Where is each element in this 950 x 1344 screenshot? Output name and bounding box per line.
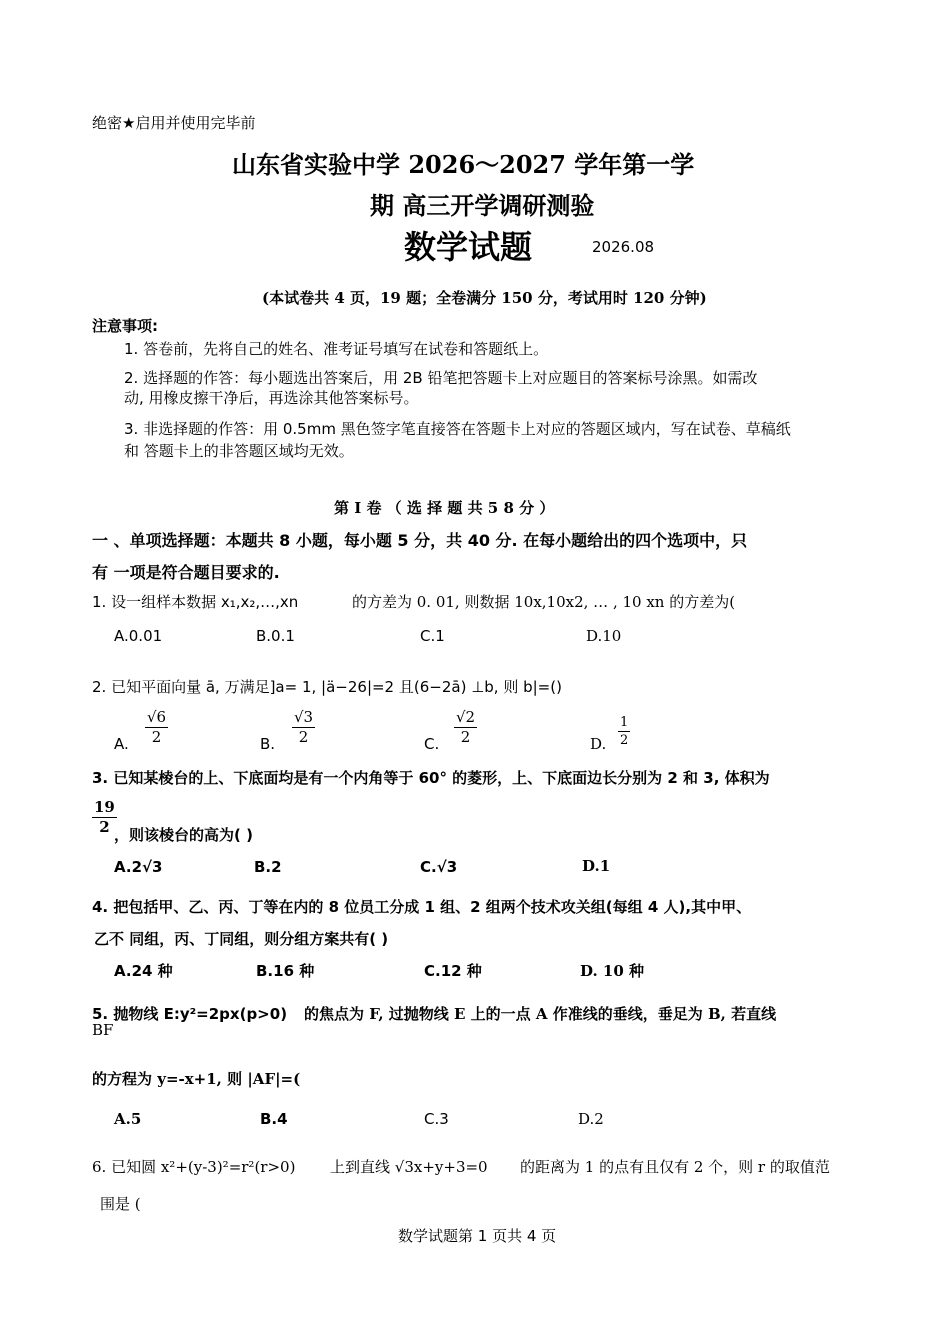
q3-option-d: D.1 bbox=[582, 857, 611, 875]
q1-option-c: C.1 bbox=[420, 627, 445, 645]
q3-option-a: A.2√3 bbox=[114, 858, 163, 876]
q6-stem-end: 的距离为 1 的点有且仅有 2 个，则 r 的取值范 bbox=[520, 1158, 830, 1176]
q2-option-b-fraction bbox=[292, 710, 315, 745]
exam-info: (本试卷共 4 页，19 题；全卷满分 150 分，考试用时 120 分钟) bbox=[262, 289, 707, 307]
q2-option-b-label: B. bbox=[260, 735, 276, 753]
q5-option-b: B.4 bbox=[260, 1110, 288, 1128]
q6-stem-start: 6. 已知圆 x²+(y-3)²=r²(r>0) bbox=[92, 1158, 296, 1176]
q5-stem-middle: 的焦点为 F, 过抛物线 E 上的一点 A 作准线的垂线，垂足为 B, 若直线 bbox=[304, 1005, 777, 1023]
q2-option-c-label: C. bbox=[424, 735, 440, 753]
q5-option-a: A.5 bbox=[114, 1110, 142, 1128]
q1-option-d: D.10 bbox=[586, 627, 622, 645]
notice-item-3-line2: 和 答题卡上的非答题区域均无效。 bbox=[124, 442, 354, 460]
q3-stem-tail: ，则该棱台的高为( ) bbox=[114, 826, 253, 844]
q1-stem-end: 的方差为 0. 01, 则数据 10x,10x2, … , 10 xn 的方差为( bbox=[352, 593, 736, 611]
q2-option-c-fraction bbox=[454, 710, 477, 745]
q5-stem-start: 5. 抛物线 E:y²=2px(p>0) bbox=[92, 1005, 288, 1023]
q6-stem-line2: 围是 ( bbox=[100, 1195, 141, 1213]
q4-stem-line1: 4. 把包括甲、乙、丙、丁等在内的 8 位员工分成 1 组、2 组两个技术攻关组(每组 4 人),其中甲、 bbox=[92, 898, 752, 916]
notice-heading: 注意事项: bbox=[92, 317, 158, 335]
q2-option-c-numerator: √2 bbox=[456, 708, 476, 726]
q2-option-a-fraction bbox=[145, 710, 168, 745]
q4-option-a: A.24 种 bbox=[114, 962, 173, 980]
exam-title-line1: 山东省实验中学 2026～2027 学年第一学 bbox=[232, 150, 695, 179]
part1-instruction-line1: 一 、单项选择题：本题共 8 小题，每小题 5 分，共 40 分. 在每小题给出的四个选项中，只 bbox=[92, 531, 748, 550]
q3-fraction-numerator: 19 bbox=[94, 798, 115, 816]
exam-title-line2: 期 高三开学调研测验 bbox=[370, 191, 595, 220]
q2-option-a-denominator: 2 bbox=[151, 728, 162, 746]
q3-option-c: C.√3 bbox=[420, 858, 458, 876]
volume-title: 第 I 卷 （ 选 择 题 共 5 8 分 ） bbox=[334, 499, 555, 517]
q2-option-a-numerator: √6 bbox=[147, 708, 167, 726]
exam-date: 2026.08 bbox=[592, 238, 655, 256]
q1-stem-start: 1. 设一组样本数据 x₁,x₂,…,xn bbox=[92, 593, 299, 611]
q3-fraction-denominator: 2 bbox=[99, 818, 110, 836]
q6-stem-middle: 上到直线 √3x+y+3=0 bbox=[330, 1158, 488, 1176]
q3-stem: 3. 已知某棱台的上、下底面均是有一个内角等于 60° 的菱形，上、下底面边长分别为 2 和 3, 体积为 bbox=[92, 769, 770, 787]
q2-stem: 2. 已知平面向量 ā, 万满足]a= 1, |ä−26|=2 且(6−2ā) ⊥b, 则 b|=() bbox=[92, 678, 562, 696]
q4-stem-line2: 乙不 同组，丙、丁同组，则分组方案共有( ) bbox=[94, 930, 389, 948]
confidential-note: 绝密★启用并使用完毕前 bbox=[92, 114, 256, 132]
q2-option-d-denominator: 2 bbox=[620, 733, 629, 748]
q5-stem-bf: BF bbox=[92, 1021, 114, 1039]
subject-title: 数学试题 bbox=[404, 228, 533, 266]
q2-option-d-numerator: 1 bbox=[620, 715, 629, 730]
q1-option-b: B.0.1 bbox=[256, 627, 295, 645]
q1-option-a: A.0.01 bbox=[114, 627, 163, 645]
q5-stem-line2: 的方程为 y=-x+1, 则 |AF|=( bbox=[92, 1070, 301, 1088]
q2-option-b-denominator: 2 bbox=[298, 728, 309, 746]
q2-option-b-numerator: √3 bbox=[294, 708, 314, 726]
q2-option-d-fraction bbox=[618, 716, 630, 747]
notice-item-1: 1. 答卷前，先将自己的姓名、准考证号填写在试卷和答题纸上。 bbox=[124, 340, 549, 358]
q5-option-c: C.3 bbox=[424, 1110, 449, 1128]
notice-item-2-line1: 2. 选择题的作答：每小题选出答案后，用 2B 铅笔把答题卡上对应题目的答案标号涂黑。如需改 bbox=[124, 369, 758, 387]
q2-option-a-label: A. bbox=[114, 735, 129, 753]
q3-option-b: B.2 bbox=[254, 858, 282, 876]
part1-instruction-line2: 有 一项是符合题目要求的. bbox=[92, 563, 280, 582]
q4-option-c: C.12 种 bbox=[424, 962, 482, 980]
q2-option-d-label: D. bbox=[590, 735, 607, 753]
q4-option-d: D. 10 种 bbox=[580, 962, 645, 980]
q5-option-d: D.2 bbox=[578, 1110, 604, 1128]
notice-item-2-line2: 动, 用橡皮擦干净后，再选涂其他答案标号。 bbox=[124, 389, 419, 407]
q2-option-c-denominator: 2 bbox=[460, 728, 471, 746]
notice-item-3-line1: 3. 非选择题的作答：用 0.5mm 黑色签字笔直接答在答题卡上对应的答题区域内，写在试卷、草稿纸 bbox=[124, 420, 791, 438]
q4-option-b: B.16 种 bbox=[256, 962, 315, 980]
page-footer: 数学试题第 1 页共 4 页 bbox=[398, 1227, 557, 1245]
